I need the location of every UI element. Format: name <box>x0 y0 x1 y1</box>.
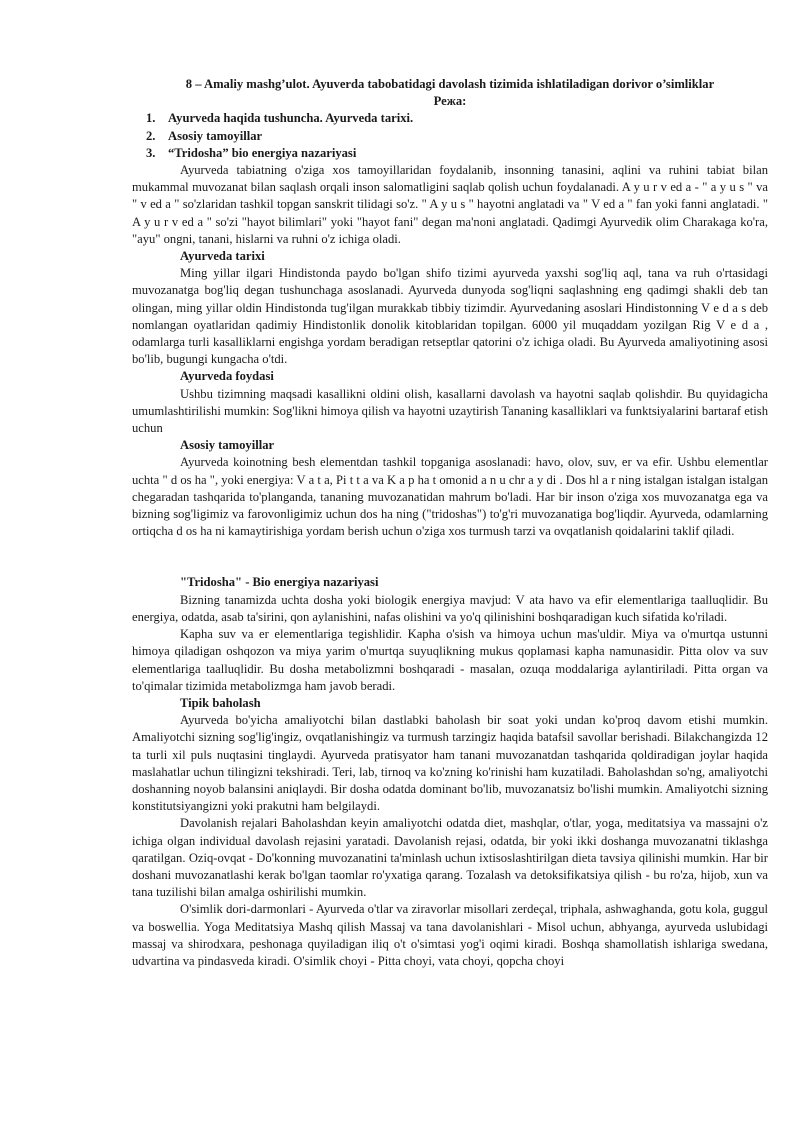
tridosha-paragraph-kapha-pitta: Kapha suv va er elementlariga tegishlidir. Kapha o'sish va himoya uchun mas'uldir. Miya va o'murtqa ustunni himoya qiladigan oshqozon va miya yarim o'murtqa suyuqlikning mukus qoplamasi kapha namunasidir. Pitta olov va suv elementlariga taalluqlidir. Bu dosha metabolizmni boshqaradi - masalan, ozuqa moddalariga aylantiriladi. Pitta organ va to'qimalar tizimida metabolizmga ham javob beradi. <box>132 627 768 693</box>
section-heading-history: Ayurveda tarixi <box>180 249 265 264</box>
plan-heading: Режа: <box>433 94 467 109</box>
section-heading-principles: Asosiy tamoyillar <box>180 438 275 453</box>
principles-paragraph: Ayurveda koinotning besh elementdan tashkil topganiga asoslanadi: havo, olov, suv, er va efir. Ushbu elementlar uchta " d os ha ", yoki energiya: V a t a, Pi t t a va K a p ha t omonid a n u chr a y di . Dos hl a r ning istalgan istalgan istalgan chegaradan tashqarida to'planganda, tananing muvozanatidan mahrum bo'ladi. Har bir inson o'ziga xos muvozanatga ega va bizning sog'ligimiz va farovonligimiz uchun dos ha ning ("tridoshas") to'g'ri muvozanatiga bog'liqdir. Ayurveda, odamlarning ortiqcha d os ha ni kamaytirishiga yordam berish uchun o'ziga xos turmush tarzi va ovqatlanish qoidalarini taklif qiladi. <box>132 455 768 539</box>
section-heading-assessment: Tipik baholash <box>180 695 261 710</box>
plan-item <box>132 145 768 162</box>
assessment-paragraph: Ayurveda bo'yicha amaliyotchi bilan dastlabki baholash bir soat yoki undan ko'proq davom etishi mumkin. Amaliyotchi sizning sog'lig'ingiz, ovqatlanishingiz va turmush tarzingiz haqida batafsil savollar berishadi. Bilakchangizda 12 ta turli xil puls nuqtasini tinglaydi. Ayurveda pratisyator ham tanani muvozanatdan tashqarida qoldiradigan joylar haqida maslahatlar uchun tilingizni tekshiradi. Teri, lab, tirnoq va ko'zning ko'rinishi ham kuzatiladi. Baholashdan so'ng, amaliyotchi doshanning noyob balansini aniqlaydi. Bir dosha odatda dominant bo'lib, muvozanatsiz bo'lishi mumkin. Amaliyotchi sizning konstitutsiyangizni yoki prakutni ham belgilaydi. <box>132 713 768 814</box>
history-paragraph: Ming yillar ilgari Hindistonda paydo bo'lgan shifo tizimi ayurveda yaxshi sog'liq aql, tana va ruh o'rtasidagi muvozanatga bog'liq degan tushunchaga asoslanadi. Ayurveda dunyoda sog'liqni saqlashning eng qadimgi shakli deb tan olingan, ming yillar oldin Hindistonda tug'ilgan murakkab tibbiy tizimdir. Ayurvedaning asoslari Hindistonning V e d a s deb nomlangan oyatlaridan qadimiy Hindistonlik donolik kitoblaridan topilgan. 6000 yil muqaddam yozilgan Rig V e d a , odamlarga turli kasalliklarni engishga yordam beradigan retseptlar qatorini o'z ichiga oladi. Bu Ayurveda amaliyotining asosi bo'lib, bugungi kungacha o'tdi. <box>132 266 768 367</box>
plan-item-number: 1. <box>146 111 156 126</box>
plan-item-number: 3. <box>146 145 156 160</box>
plan-item-text: Ayurveda haqida tushuncha. Ayurveda tarixi. <box>168 111 414 126</box>
document-title: 8 – Amaliy mashg’ulot. Ayuverda tabobatidagi davolash tizimida ishlatiladigan dorivor o’simliklar <box>185 77 715 91</box>
plan-item-number: 2. <box>146 128 156 143</box>
document-body <box>132 76 768 970</box>
plan-item-text: “Tridosha” bio energiya nazariyasi <box>168 145 357 160</box>
treatment-plan-paragraph: Davolanish rejalari Baholashdan keyin amaliyotchi odatda diet, mashqlar, o'tlar, yoga, meditatsiya va massajni o'z ichiga olgan individual davolash rejasini yaratadi. Davolanish rejasi, odatda, bir yoki ikki doshanga muvozanatni tiklashga qaratilgan. Oziq-ovqat - Do'konning muvozanatini ta'minlash uchun ixtisoslashtirilgan dieta tavsiya qilinishi mumkin. Har bir doshani muvozanatlashi kerak bo'lgan taomlar ro'yxatiga qarang. Tozalash va detoksifikatsiya qilish - bu ro'za, hijob, xun va tana tuzilishi bilan amalga oshirilishi mumkin. <box>132 816 768 900</box>
plan-item <box>132 110 768 127</box>
plan-list <box>132 110 768 162</box>
blank-space <box>132 540 768 574</box>
intro-paragraph: Ayurveda tabiatning o'ziga xos tamoyillaridan foydalanib, insonning tanasini, aqlini va ruhini tabiat bilan mukammal muvozanat bilan saqlash orqali inson salomatligini saqlab qolish uchun foydalanadi. A y u r v ed a - " a y u s " va " v ed a " so'zlaridan tashkil topgan sanskrit tilidagi so'z. " A y u s " hayotni anglatadi va " V ed a " fan yoki fanni anglatadi. " A y u r v ed a " so'zi "hayot bilimlari" yoki "hayot fani" degan ma'noni anglatadi. Qadimgi Ayurvedik olim Charakaga ko'ra, "ayu" ongni, tanani, hislarni va ruhni o'z ichiga oladi. <box>132 163 768 246</box>
plan-item-text: Asosiy tamoyillar <box>168 128 263 143</box>
section-heading-tridosha: "Tridosha" - Bio energiya nazariyasi <box>180 575 379 590</box>
herbal-remedies-paragraph: O'simlik dori-darmonlari - Ayurveda o'tlar va ziravorlar misollari zerdeçal, triphala, ashwaghanda, gotu kola, guggul va boswellia. Yoga Meditatsiya Mashq qilish Massaj va tana davolanishlari - Misol uchun, abhyanga, ayurveda uslubidagi massaj va shirodxara, peshonaga quyiladigan iliq o't o'simtasi yog'i oqimi kiradi. Boshqa shamollatish ishlariga swedana, udvartina va pindasveda kiradi. O'simlik choyi - Pitta choyi, vata choyi, qopcha choyi <box>132 902 768 968</box>
benefits-paragraph: Ushbu tizimning maqsadi kasallikni oldini olish, kasallarni davolash va hayotni saqlab qolishdir. Bu quyidagicha umumlashtirilishi mumkin: Sog'likni himoya qilish va hayotni uzaytirish Tananing kasalliklari va funktsiyalarini bartaraf etish uchun <box>132 386 768 436</box>
tridosha-paragraph-vata: Bizning tanamizda uchta dosha yoki biologik energiya mavjud: V ata havo va efir elementlariga taalluqlidir. Bu energiya, odatda, asab ta'sirini, qon aylanishini, nafas olishini va yo'q qilinishini boshqaradigan kuch sifatida ko'riladi. <box>132 592 768 624</box>
section-heading-benefits: Ayurveda foydasi <box>180 369 274 384</box>
plan-item <box>132 128 768 145</box>
